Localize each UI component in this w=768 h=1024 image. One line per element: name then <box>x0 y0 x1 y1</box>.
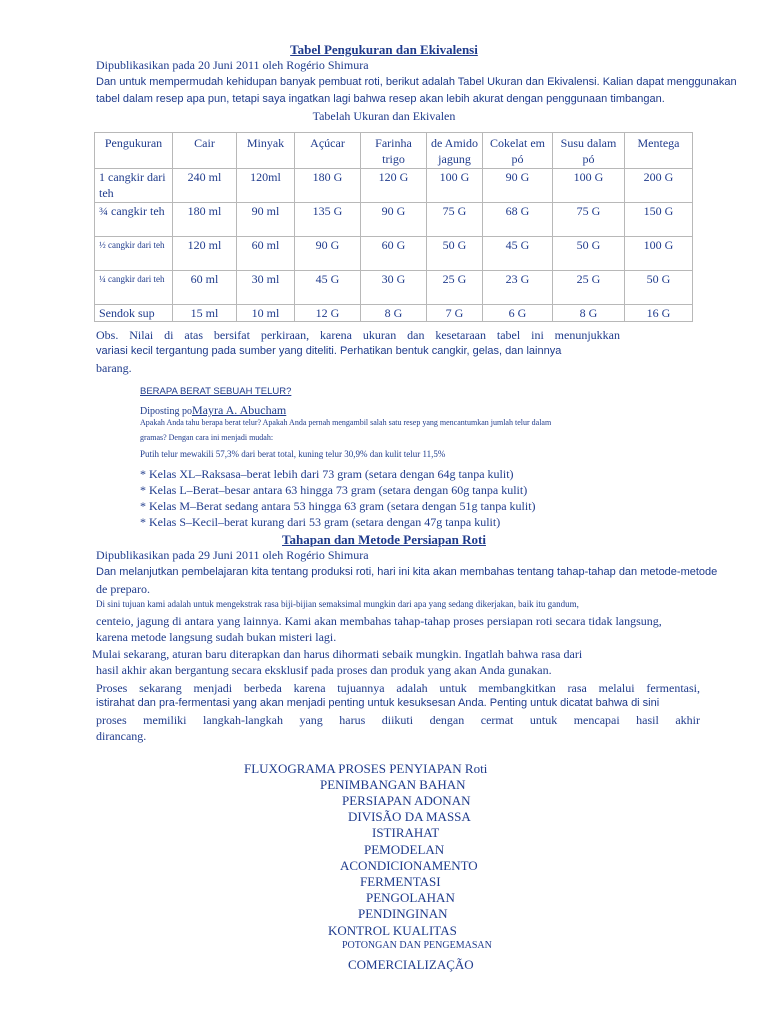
paragraph-line: istirahat dan pra-fermentasi yang akan menjadi penting untuk kesuksesan Anda. Penting untuk dicatat bahwa di sini <box>96 697 660 709</box>
table-header-cell: Farinha trigo <box>361 133 427 169</box>
table-cell: 90 G <box>295 237 361 271</box>
table-cell: 90 G <box>361 203 427 237</box>
table-cell: 7 G <box>427 305 483 322</box>
table-caption: Tabelah Ukuran dan Ekivalen <box>312 109 456 123</box>
flow-step: PERSIAPAN ADONAN <box>342 793 471 808</box>
table-cell: 75 G <box>553 203 625 237</box>
section-title-methods: Tahapan dan Metode Persiapan Roti <box>282 532 486 547</box>
row-label: ¾ cangkir teh <box>95 203 173 237</box>
intro-line: tabel dalam resep apa pun, tetapi saya ingatkan lagi bahwa resep akan lebih akurat dengan penggunaan timbangan. <box>96 93 665 105</box>
paragraph-line: dirancang. <box>96 729 147 743</box>
table-header-cell: de Amido jagung <box>427 133 483 169</box>
paragraph-line: Di sini tujuan kami adalah untuk mengekstrak rasa biji-bijian semaksimal mungkin dari apa yang sedang dikerjakan, baik itu gandum, <box>96 599 579 609</box>
table-cell: 16 G <box>625 305 693 322</box>
table-header-cell: Cair <box>173 133 237 169</box>
paragraph-line: proses memiliki langkah-langkah yang harus diikuti dengan cermat untuk mencapai hasil akhir <box>96 713 700 727</box>
flow-step: ISTIRAHAT <box>372 825 440 840</box>
table-cell: 15 ml <box>173 305 237 322</box>
flow-step: PENIMBANGAN BAHAN <box>320 777 466 792</box>
table-cell: 25 G <box>427 271 483 305</box>
row-label: ¼ cangkir dari teh <box>95 271 173 305</box>
table-cell: 60 ml <box>237 237 295 271</box>
egg-title: BERAPA BERAT SEBUAH TELUR? <box>140 386 292 397</box>
table-row <box>95 203 693 237</box>
table-cell: 90 ml <box>237 203 295 237</box>
table-cell: 50 G <box>427 237 483 271</box>
flow-step: FERMENTASI <box>360 874 441 889</box>
paragraph-line: karena metode langsung sudah bukan misteri lagi. <box>96 630 337 644</box>
table-cell: 100 G <box>625 237 693 271</box>
table-cell: 180 G <box>295 169 361 203</box>
paragraph-line: de preparo. <box>96 582 150 596</box>
table-cell: 45 G <box>295 271 361 305</box>
table-cell: 50 G <box>625 271 693 305</box>
byline: Dipublikasikan pada 20 Juni 2011 oleh Rogério Shimura <box>96 58 369 72</box>
table-cell: 68 G <box>483 203 553 237</box>
table-cell: 10 ml <box>237 305 295 322</box>
row-label: 1 cangkir dari teh <box>95 169 173 203</box>
table-cell: 23 G <box>483 271 553 305</box>
flow-step: KONTROL KUALITAS <box>328 923 457 938</box>
table-header-row <box>95 133 693 169</box>
byline: Dipublikasikan pada 29 Juni 2011 oleh Rogério Shimura <box>96 548 369 562</box>
obs-note: variasi kecil tergantung pada sumber yang diteliti. Perhatikan bentuk cangkir, gelas, dan lainnya <box>96 345 562 357</box>
obs-note: Obs. Nilai di atas bersifat perkiraan, karena ukuran dan kesetaraan tabel ini menunjukkan <box>96 328 620 342</box>
table-cell: 135 G <box>295 203 361 237</box>
posted-prefix: Diposting po <box>140 406 192 417</box>
flow-step: COMERCIALIZAÇÃO <box>348 957 474 972</box>
table-cell: 25 G <box>553 271 625 305</box>
table-cell: 50 G <box>553 237 625 271</box>
row-label: Sendok sup <box>95 305 173 322</box>
table-header-cell: Minyak <box>237 133 295 169</box>
table-row <box>95 169 693 203</box>
table-cell: 120 ml <box>173 237 237 271</box>
table-row <box>95 305 693 322</box>
egg-posted-by <box>140 403 286 418</box>
table-cell: 30 G <box>361 271 427 305</box>
section-title-measurements: Tabel Pengukuran dan Ekivalensi <box>290 42 478 57</box>
egg-question: gramas? Dengan cara ini menjadi mudah: <box>140 433 274 442</box>
table-cell: 8 G <box>553 305 625 322</box>
table-header-cell: Açúcar <box>295 133 361 169</box>
paragraph-line: hasil akhir akan bergantung secara eksklusif pada proses dan produk yang akan Anda gunakan. <box>96 663 552 677</box>
paragraph-line: Proses sekarang menjadi berbeda karena tujuannya adalah untuk membangkitkan rasa melalui fermentasi, <box>96 681 700 695</box>
egg-class-item: * Kelas M–Berat sedang antara 53 hingga 63 gram (setara dengan 51g tanpa kulit) <box>140 499 536 513</box>
table-row <box>95 271 693 305</box>
measurement-table <box>94 132 693 322</box>
table-cell: 120 G <box>361 169 427 203</box>
table-cell: 240 ml <box>173 169 237 203</box>
egg-class-item: * Kelas XL–Raksasa–berat lebih dari 73 gram (setara dengan 64g tanpa kulit) <box>140 467 514 481</box>
table-cell: 150 G <box>625 203 693 237</box>
table-cell: 45 G <box>483 237 553 271</box>
obs-note: barang. <box>96 361 132 375</box>
table-cell: 90 G <box>483 169 553 203</box>
egg-question: Apakah Anda tahu berapa berat telur? Apakah Anda pernah mengambil salah satu resep yang mencantumkan jumlah telur dalam <box>140 418 552 427</box>
table-cell: 200 G <box>625 169 693 203</box>
table-header-cell: Susu dalam pó <box>553 133 625 169</box>
paragraph-line: Mulai sekarang, aturan baru diterapkan dan harus dihormati sebaik mungkin. Ingatlah bahwa rasa dari <box>92 647 583 661</box>
table-cell: 30 ml <box>237 271 295 305</box>
flow-step: PENDINGINAN <box>358 906 448 921</box>
paragraph-line: centeio, jagung di antara yang lainnya. Kami akan membahas tahap-tahap proses persiapan roti secara tidak langsung, <box>96 614 662 628</box>
author-name: Mayra A. Abucham <box>191 403 287 417</box>
egg-class-item: * Kelas S–Kecil–berat kurang dari 53 gram (setara dengan 47g tanpa kulit) <box>140 515 501 529</box>
table-cell: 8 G <box>361 305 427 322</box>
table-cell: 12 G <box>295 305 361 322</box>
paragraph-line: Dan melanjutkan pembelajaran kita tentang produksi roti, hari ini kita akan membahas tentang tahap-tahap dan metode-metode <box>96 566 718 578</box>
flow-step: ACONDICIONAMENTO <box>340 858 478 873</box>
table-cell: 100 G <box>427 169 483 203</box>
flow-step: PEMODELAN <box>364 842 445 857</box>
table-cell: 75 G <box>427 203 483 237</box>
table-cell: 60 G <box>361 237 427 271</box>
intro-line: Dan untuk mempermudah kehidupan banyak pembuat roti, berikut adalah Tabel Ukuran dan Ekivalensi. Kalian dapat menggunakan <box>96 76 737 88</box>
flow-step: POTONGAN DAN PENGEMASAN <box>342 940 492 951</box>
row-label: ½ cangkir dari teh <box>95 237 173 271</box>
egg-class-item: * Kelas L–Berat–besar antara 63 hingga 73 gram (setara dengan 60g tanpa kulit) <box>140 483 528 497</box>
flow-step: PENGOLAHAN <box>366 890 455 905</box>
table-cell: 6 G <box>483 305 553 322</box>
flowchart-title: FLUXOGRAMA PROSES PENYIAPAN Roti <box>244 761 488 776</box>
table-header-cell: Pengukuran <box>95 133 173 169</box>
table-cell: 60 ml <box>173 271 237 305</box>
egg-composition: Putih telur mewakili 57,3% dari berat total, kuning telur 30,9% dan kulit telur 11,5% <box>140 449 446 459</box>
table-header-cell: Mentega <box>625 133 693 169</box>
table-cell: 100 G <box>553 169 625 203</box>
table-header-cell: Cokelat em pó <box>483 133 553 169</box>
table-row <box>95 237 693 271</box>
flow-step: DIVISÃO DA MASSA <box>348 809 471 824</box>
table-cell: 180 ml <box>173 203 237 237</box>
table-cell: 120ml <box>237 169 295 203</box>
